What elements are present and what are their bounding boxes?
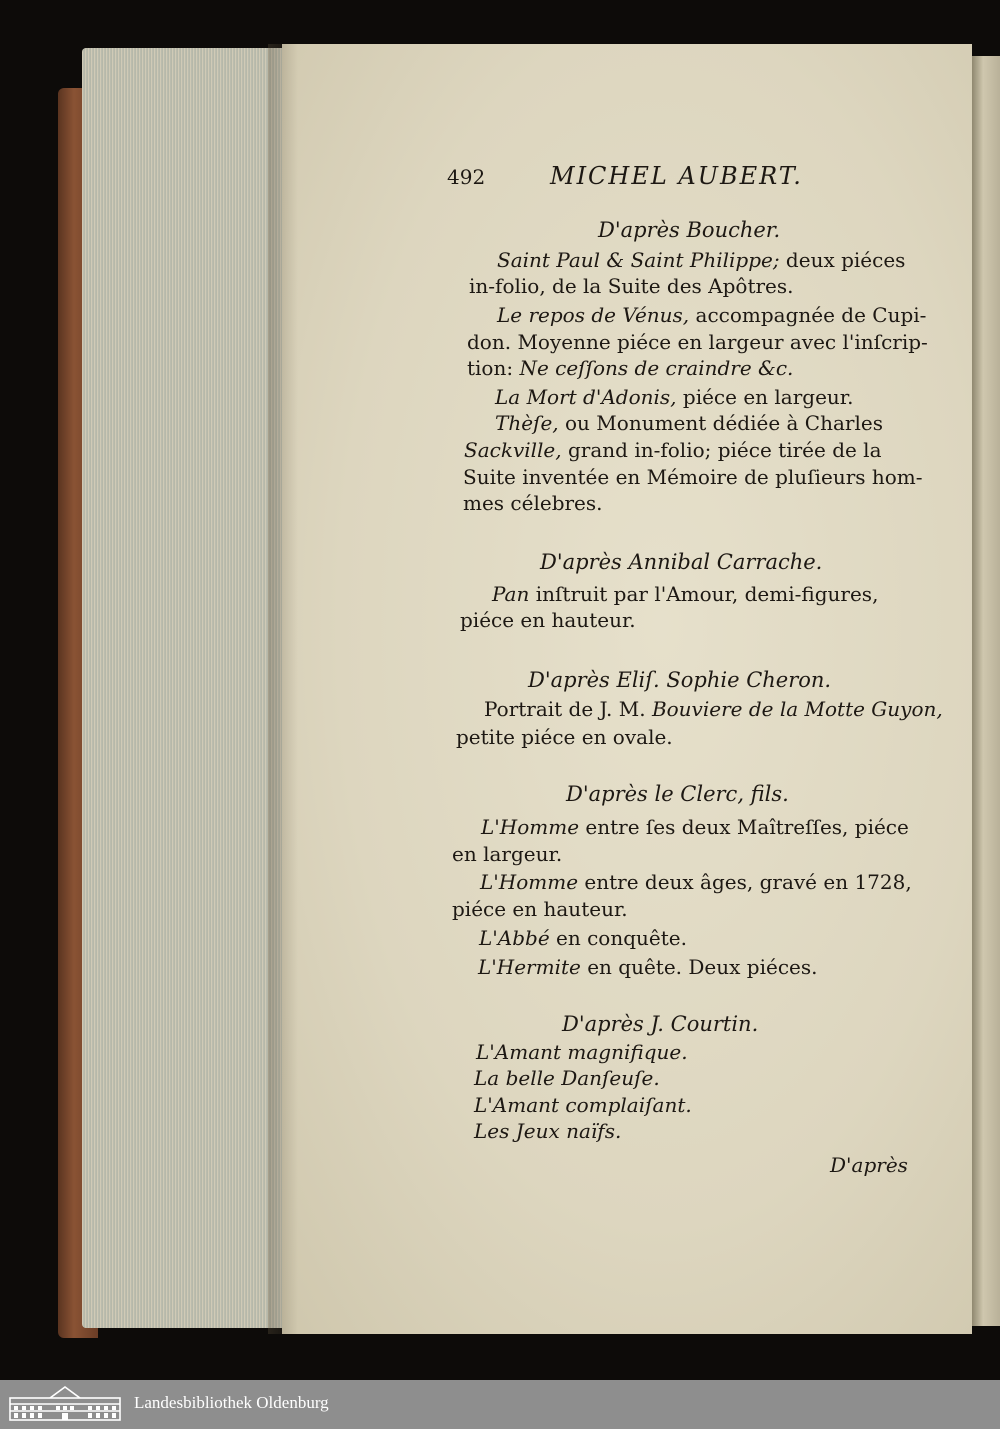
entry-title: Bouviere de la Motte Guyon, (651, 697, 943, 721)
entry-title: L'Abbé (479, 926, 550, 950)
section-heading-carrache: D'après Annibal Carrache. (540, 550, 823, 574)
section-heading-courtin: D'après J. Courtin. (562, 1012, 759, 1036)
entry-line (497, 248, 905, 272)
section-heading-boucher: D'après Boucher. (598, 218, 781, 242)
entry-text: en quête. Deux piéces. (580, 955, 818, 979)
entry-title: L'Homme (481, 815, 580, 839)
entry-line: don. Moyenne piéce en largeur avec l'inſcrip- (467, 330, 928, 354)
entry-line (497, 303, 926, 327)
entry-text: inſtruit par l'Amour, demi-figures, (529, 582, 879, 606)
entry-line (467, 356, 793, 380)
list-item: L'Amant magnifique. (476, 1040, 688, 1064)
entry-line (481, 815, 909, 839)
footer-bar (0, 1380, 1000, 1429)
entry-text: grand in-folio; piéce tirée de la (561, 438, 882, 462)
entry-line (484, 697, 943, 721)
inscription-text: Ne ceſſons de craindre &c. (519, 356, 794, 380)
entry-title: Pan (492, 582, 530, 606)
list-item: La belle Danſeuſe. (474, 1066, 660, 1090)
entry-line: in-folio, de la Suite des Apôtres. (469, 274, 794, 298)
entry-line: mes célebres. (463, 491, 603, 515)
entry-text: entre deux âges, gravé en 1728, (578, 870, 912, 894)
entry-text: Portrait de J. M. (484, 697, 652, 721)
entry-line (480, 870, 912, 894)
list-item: L'Amant complaiſant. (474, 1093, 692, 1117)
entry-line: petite piéce en ovale. (456, 725, 673, 749)
entry-title: Le repos de Vénus, (497, 303, 690, 327)
list-item: Les Jeux naïfs. (474, 1119, 622, 1143)
library-building-icon (6, 1384, 124, 1424)
entry-title: L'Homme (480, 870, 579, 894)
catchword: D'après (830, 1153, 908, 1177)
page-number: 492 (447, 165, 486, 189)
entry-title: Thèſe, (495, 411, 559, 435)
entry-title: La Mort d'Adonis, (495, 385, 677, 409)
entry-text: deux piéces (779, 248, 906, 272)
entry-line (492, 582, 878, 606)
entry-title: Saint Paul & Saint Philippe; (497, 248, 780, 272)
section-heading-cheron: D'après Eliſ. Sophie Cheron. (528, 668, 832, 692)
entry-line (478, 955, 817, 979)
entry-text: en conquête. (549, 926, 687, 950)
running-title: MICHEL AUBERT. (550, 162, 803, 190)
entry-line: en largeur. (452, 842, 563, 866)
library-name: Landesbibliothek Oldenburg (134, 1393, 329, 1412)
entry-line (479, 926, 687, 950)
entry-line: piéce en hauteur. (460, 608, 636, 632)
entry-line: piéce en hauteur. (452, 897, 628, 921)
page-gutter (268, 44, 298, 1334)
entry-line (464, 438, 882, 462)
page-stack-edge (82, 48, 292, 1328)
section-heading-clerc: D'après le Clerc, fils. (566, 782, 789, 806)
entry-line (495, 411, 883, 435)
entry-title: Sackville, (464, 438, 562, 462)
entry-text: tion: (467, 356, 520, 380)
entry-title: L'Hermite (478, 955, 581, 979)
entry-text: ou Monument dédiée à Charles (558, 411, 883, 435)
entry-line: Suite inventée en Mémoire de pluſieurs hom- (463, 465, 923, 489)
entry-line (495, 385, 854, 409)
entry-text: piéce en largeur. (676, 385, 854, 409)
next-page-edge (972, 56, 1000, 1326)
entry-text: entre ſes deux Maîtreſſes, piéce (579, 815, 909, 839)
entry-text: accompagnée de Cupi- (689, 303, 927, 327)
